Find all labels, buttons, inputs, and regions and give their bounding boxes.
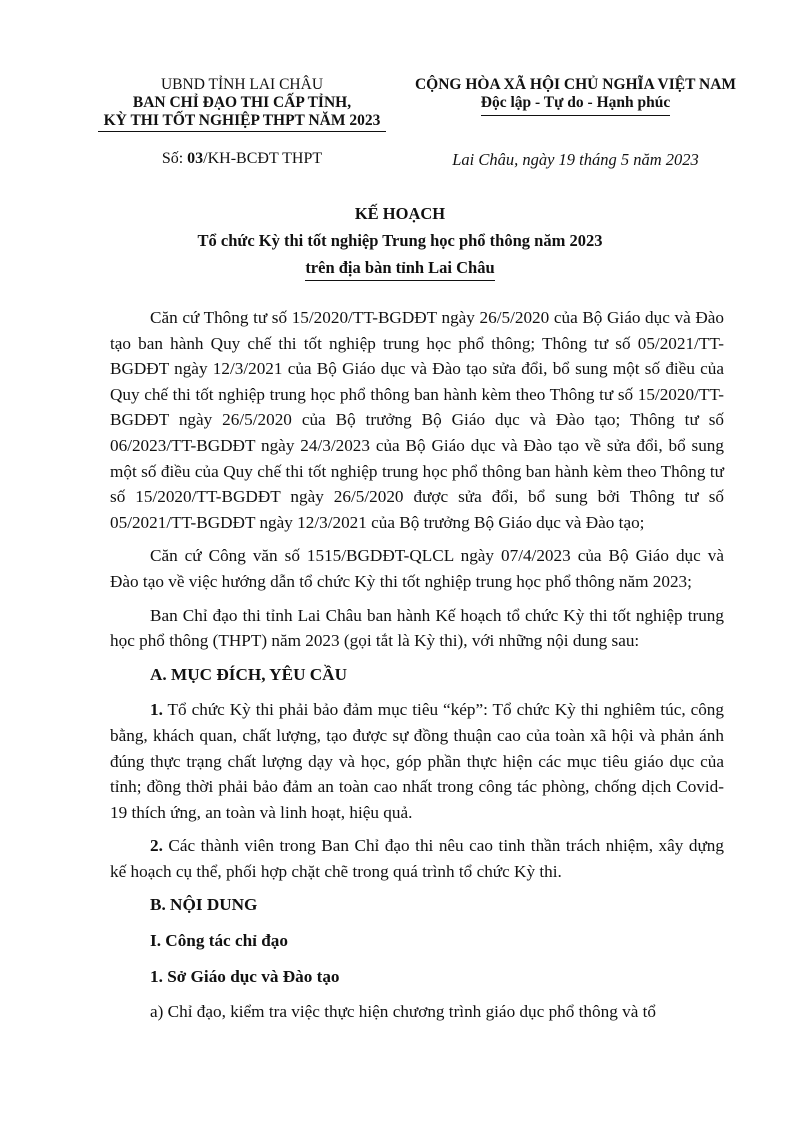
paragraph-a-item: a) Chỉ đạo, kiểm tra việc thực hiện chương trình giáo dục phổ thông và tổ bbox=[150, 1002, 656, 1022]
title-line-2: Tổ chức Kỳ thi tốt nghiệp Trung học phổ thông năm 2023 bbox=[197, 231, 603, 250]
document-number bbox=[82, 150, 402, 168]
title-line-1: KẾ HOẠCH bbox=[354, 204, 446, 223]
document-body bbox=[110, 305, 724, 1033]
item-number: 2. bbox=[150, 836, 163, 856]
agency-line-3: KỲ THI TỐT NGHIỆP THPT NĂM 2023 bbox=[98, 112, 387, 132]
section-heading-b1-1: 1. Sở Giáo dục và Đào tạo bbox=[150, 966, 340, 986]
paragraph-intro: Ban Chỉ đạo thi tỉnh Lai Châu ban hành Kế hoạch tổ chức Kỳ thi tốt nghiệp trung học phổ thông (THPT) năm 2023 (gọi tắt là Kỳ thi), với những nội dung sau: bbox=[110, 605, 724, 651]
item-text: Tổ chức Kỳ thi phải bảo đảm mục tiêu “kép”: Tổ chức Kỳ thi nghiêm túc, công bằng, khách quan, chất lượng, tạo được sự đồng thuận cao của toàn xã hội và phản ánh đúng thực trạng chất lượng dạy và học, góp phần thực hiện các mục tiêu giáo dục của tỉnh; đồng thời phải bảo đảm an toàn cao nhất trong công tác phòng, chống dịch Covid-19 thích ứng, an toàn và linh hoạt, hiệu quả. bbox=[110, 700, 724, 822]
national-motto-header bbox=[403, 76, 748, 116]
item-text: Các thành viên trong Ban Chỉ đạo thi nêu cao tinh thần trách nhiệm, xây dựng kế hoạch cụ thể, phối hợp chặt chẽ trong quá trình tổ chức Kỳ thi. bbox=[110, 836, 724, 881]
document-title bbox=[110, 200, 690, 281]
document-date: Lai Châu, ngày 19 tháng 5 năm 2023 bbox=[452, 150, 699, 169]
section-heading-b: B. NỘI DUNG bbox=[150, 895, 258, 915]
national-motto: Độc lập - Tự do - Hạnh phúc bbox=[481, 94, 670, 116]
issuing-agency-header bbox=[82, 76, 402, 132]
agency-line-1: UBND TỈNH LAI CHÂU bbox=[160, 76, 324, 93]
paragraph-a2 bbox=[110, 833, 724, 884]
document-number-value: 03 bbox=[187, 150, 204, 167]
title-line-3: trên địa bàn tỉnh Lai Châu bbox=[305, 256, 494, 281]
national-title: CỘNG HÒA XÃ HỘI CHỦ NGHĨA VIỆT NAM bbox=[414, 76, 737, 93]
paragraph-legal-basis-1: Căn cứ Thông tư số 15/2020/TT-BGDĐT ngày 26/5/2020 của Bộ Giáo dục và Đào tạo ban hành Quy chế thi tốt nghiệp trung học phổ thông; Thông tư số 05/2021/TT-BGDĐT ngày 12/3/2021 của Bộ Giáo dục và Đào tạo sửa đổi, bổ sung một số điều của Quy chế thi tốt nghiệp trung học phổ thông ban hành kèm theo Thông tư số 15/2020/TT-BGDĐT ngày 26/5/2020 của Bộ trưởng Bộ Giáo dục và Đào tạo; Thông tư số 06/2023/TT-BGDĐT ngày 24/3/2023 của Bộ Giáo dục và Đào tạo về sửa đổi, bổ sung một số điều của Quy chế thi tốt nghiệp trung học phổ thông ban hành kèm theo Thông tư số 15/2020/TT-BGDĐT ngày 26/5/2020 được sửa đổi, bổ sung bởi Thông tư số 05/2021/TT-BGDĐT ngày 12/3/2021 của Bộ trưởng Bộ Giáo dục và Đào tạo; bbox=[110, 308, 724, 532]
item-number: 1. bbox=[150, 700, 163, 720]
section-heading-a: A. MỤC ĐÍCH, YÊU CẦU bbox=[150, 664, 348, 684]
paragraph-a1 bbox=[110, 697, 724, 825]
document-number-prefix: Số: bbox=[161, 150, 188, 167]
document-number-suffix: /KH-BCĐT THPT bbox=[203, 150, 323, 167]
agency-line-2: BAN CHỈ ĐẠO THI CẤP TỈNH, bbox=[132, 94, 352, 111]
paragraph-legal-basis-2: Căn cứ Công văn số 1515/BGDĐT-QLCL ngày 07/4/2023 của Bộ Giáo dục và Đào tạo về việc hướng dẫn tổ chức Kỳ thi tốt nghiệp trung học phổ thông năm 2023; bbox=[110, 546, 724, 591]
section-heading-b1: I. Công tác chỉ đạo bbox=[150, 931, 288, 951]
